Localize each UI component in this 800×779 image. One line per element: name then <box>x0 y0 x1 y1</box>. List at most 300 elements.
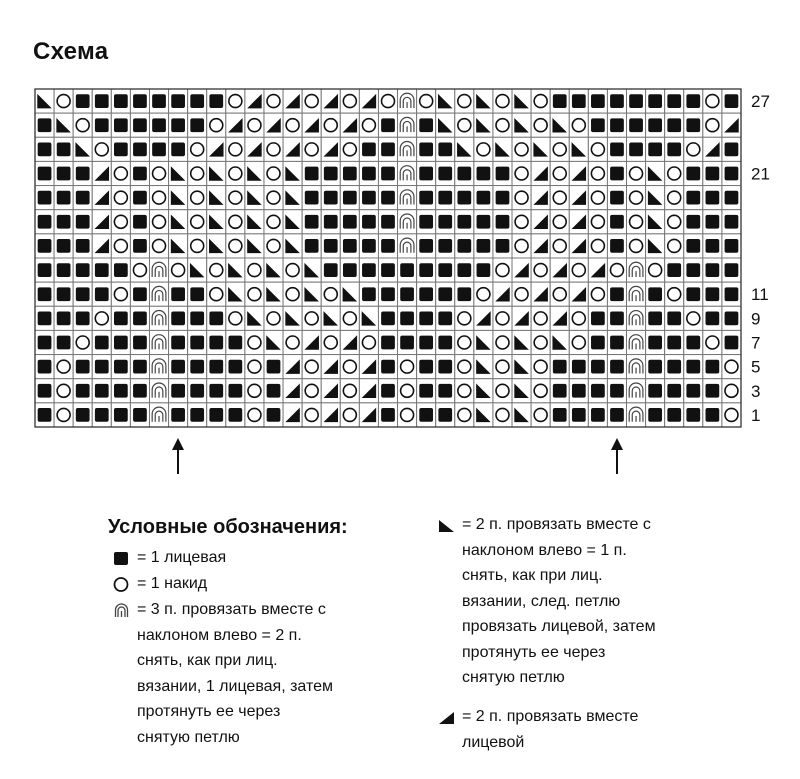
chart-cell-yarn-over-circle <box>722 379 741 403</box>
chart-row <box>35 355 741 379</box>
chart-cell-filled-square <box>111 306 130 330</box>
chart-cell-filled-square <box>417 234 436 258</box>
chart-cell-yarn-over-circle <box>92 306 111 330</box>
chart-cell-filled-square <box>703 355 722 379</box>
chart-cell-ssk-left-triangle <box>550 113 569 137</box>
chart-cell-filled-square <box>188 89 207 113</box>
chart-cell-filled-square <box>398 330 417 354</box>
yarn-over-circle-icon <box>113 576 130 593</box>
chart-cell-filled-square <box>73 89 92 113</box>
row-number-label: 7 <box>751 333 761 353</box>
chart-cell-filled-square <box>111 89 130 113</box>
chart-cell-yarn-over-circle <box>302 379 321 403</box>
chart-cell-filled-square <box>321 258 340 282</box>
chart-cell-yarn-over-circle <box>226 89 245 113</box>
chart-cell-yarn-over-circle <box>130 258 149 282</box>
chart-cell-yarn-over-circle <box>264 161 283 185</box>
chart-cell-yarn-over-circle <box>283 113 302 137</box>
chart-cell-k2tog-right-triangle <box>550 258 569 282</box>
chart-cell-filled-square <box>111 355 130 379</box>
legend-title: Условные обозначения: <box>108 516 348 538</box>
chart-cell-filled-square <box>188 379 207 403</box>
chart-cell-filled-square <box>359 210 378 234</box>
chart-cell-filled-square <box>54 330 73 354</box>
chart-cell-filled-square <box>169 137 188 161</box>
chart-cell-ssk-left-triangle <box>474 403 493 427</box>
chart-cell-ssk-left-triangle <box>226 282 245 306</box>
chart-cell-ssk-left-triangle <box>169 161 188 185</box>
chart-cell-yarn-over-circle <box>54 379 73 403</box>
chart-cell-ssk-left-triangle <box>493 137 512 161</box>
chart-cell-filled-square <box>588 355 607 379</box>
chart-cell-filled-square <box>436 355 455 379</box>
chart-cell-filled-square <box>359 234 378 258</box>
chart-cell-filled-square <box>35 403 54 427</box>
chart-cell-filled-square <box>188 355 207 379</box>
chart-cell-filled-square <box>455 258 474 282</box>
chart-cell-yarn-over-circle <box>493 89 512 113</box>
chart-cell-filled-square <box>359 137 378 161</box>
chart-cell-filled-square <box>130 210 149 234</box>
chart-cell-filled-square <box>607 379 626 403</box>
chart-cell-k2tog-right-triangle <box>550 306 569 330</box>
chart-cell-yarn-over-circle <box>226 186 245 210</box>
chart-cell-ssk-left-triangle <box>283 306 302 330</box>
row-number-label: 3 <box>751 381 761 401</box>
legend-item-yarn-over <box>113 571 207 597</box>
chart-cell-yarn-over-circle <box>588 161 607 185</box>
chart-cell-filled-square <box>169 330 188 354</box>
chart-cell-filled-square <box>569 379 588 403</box>
chart-cell-filled-square <box>627 137 646 161</box>
chart-cell-filled-square <box>378 113 397 137</box>
chart-cell-yarn-over-circle <box>569 258 588 282</box>
chart-cell-ssk-left-triangle <box>474 330 493 354</box>
chart-cell-filled-square <box>436 330 455 354</box>
chart-cell-yarn-over-circle <box>188 234 207 258</box>
chart-cell-filled-square <box>436 282 455 306</box>
chart-cell-yarn-over-circle <box>493 258 512 282</box>
chart-cell-yarn-over-circle <box>283 282 302 306</box>
chart-cell-yarn-over-circle <box>588 210 607 234</box>
chart-cell-yarn-over-circle <box>588 282 607 306</box>
chart-cell-filled-square <box>226 355 245 379</box>
chart-cell-filled-square <box>569 89 588 113</box>
chart-cell-filled-square <box>684 355 703 379</box>
chart-cell-yarn-over-circle <box>550 234 569 258</box>
legend-text-yarn-over: = 1 накид <box>137 575 208 592</box>
chart-title: Схема <box>33 38 109 65</box>
chart-cell-ssk-left-triangle <box>436 113 455 137</box>
chart-cell-filled-square <box>378 355 397 379</box>
row-number-label: 11 <box>751 285 769 305</box>
chart-cell-filled-square <box>73 186 92 210</box>
chart-cell-yarn-over-circle <box>169 258 188 282</box>
chart-cell-yarn-over-circle <box>226 137 245 161</box>
chart-cell-filled-square <box>264 379 283 403</box>
chart-row <box>35 403 741 427</box>
chart-cell-filled-square <box>455 161 474 185</box>
chart-cell-k2tog-right-triangle <box>283 137 302 161</box>
chart-cell-filled-square <box>493 161 512 185</box>
chart-cell-filled-square <box>359 161 378 185</box>
chart-cell-filled-square <box>703 234 722 258</box>
chart-cell-filled-square <box>130 330 149 354</box>
chart-cell-yarn-over-circle <box>531 89 550 113</box>
chart-row <box>35 234 741 258</box>
chart-cell-filled-square <box>130 306 149 330</box>
chart-cell-yarn-over-circle <box>665 282 684 306</box>
chart-cell-yarn-over-circle <box>627 234 646 258</box>
chart-cell-filled-square <box>417 137 436 161</box>
chart-cell-filled-square <box>35 282 54 306</box>
chart-cell-filled-square <box>703 379 722 403</box>
chart-cell-ssk-left-triangle <box>283 186 302 210</box>
chart-cell-k2tog-right-triangle <box>283 403 302 427</box>
chart-cell-filled-square <box>607 113 626 137</box>
chart-cell-yarn-over-circle <box>245 330 264 354</box>
chart-cell-k2tog-right-triangle <box>359 379 378 403</box>
chart-cell-filled-square <box>226 379 245 403</box>
chart-row <box>35 306 741 330</box>
chart-cell-k3tog-arch <box>149 306 168 330</box>
chart-cell-filled-square <box>436 137 455 161</box>
chart-row <box>35 282 741 306</box>
chart-cell-filled-square <box>54 258 73 282</box>
chart-cell-filled-square <box>321 161 340 185</box>
chart-cell-filled-square <box>665 113 684 137</box>
chart-cell-filled-square <box>188 113 207 137</box>
chart-cell-filled-square <box>35 161 54 185</box>
chart-cell-k3tog-arch <box>627 379 646 403</box>
chart-cell-yarn-over-circle <box>588 186 607 210</box>
chart-cell-k2tog-right-triangle <box>302 113 321 137</box>
chart-cell-k2tog-right-triangle <box>321 379 340 403</box>
chart-cell-yarn-over-circle <box>378 89 397 113</box>
chart-cell-filled-square <box>684 403 703 427</box>
chart-cell-yarn-over-circle <box>149 234 168 258</box>
chart-cell-k3tog-arch <box>149 330 168 354</box>
chart-cell-filled-square <box>703 161 722 185</box>
chart-cell-filled-square <box>722 89 741 113</box>
chart-cell-filled-square <box>226 403 245 427</box>
chart-cell-yarn-over-circle <box>569 113 588 137</box>
chart-cell-k3tog-arch <box>627 403 646 427</box>
chart-cell-yarn-over-circle <box>493 330 512 354</box>
chart-cell-k2tog-right-triangle <box>283 89 302 113</box>
chart-row <box>35 186 741 210</box>
chart-cell-yarn-over-circle <box>569 330 588 354</box>
chart-cell-filled-square <box>722 234 741 258</box>
chart-cell-filled-square <box>73 282 92 306</box>
chart-cell-filled-square <box>646 137 665 161</box>
chart-cell-ssk-left-triangle <box>169 210 188 234</box>
chart-cell-k2tog-right-triangle <box>722 113 741 137</box>
chart-cell-filled-square <box>54 306 73 330</box>
chart-cell-yarn-over-circle <box>111 210 130 234</box>
chart-cell-k3tog-arch <box>149 282 168 306</box>
chart-cell-yarn-over-circle <box>264 210 283 234</box>
chart-cell-yarn-over-circle <box>188 210 207 234</box>
chart-cell-k3tog-arch <box>627 282 646 306</box>
chart-cell-filled-square <box>607 306 626 330</box>
chart-cell-yarn-over-circle <box>302 306 321 330</box>
legend-item-ssk <box>438 512 656 691</box>
chart-cell-k2tog-right-triangle <box>226 113 245 137</box>
chart-cell-k3tog-arch <box>627 355 646 379</box>
chart-cell-filled-square <box>92 89 111 113</box>
chart-cell-filled-square <box>722 306 741 330</box>
chart-cell-filled-square <box>378 258 397 282</box>
chart-cell-filled-square <box>207 379 226 403</box>
chart-cell-filled-square <box>149 137 168 161</box>
chart-cell-filled-square <box>130 89 149 113</box>
chart-cell-filled-square <box>417 330 436 354</box>
chart-row <box>35 210 741 234</box>
chart-cell-yarn-over-circle <box>188 186 207 210</box>
chart-cell-filled-square <box>111 113 130 137</box>
chart-cell-filled-square <box>378 210 397 234</box>
chart-cell-yarn-over-circle <box>207 282 226 306</box>
chart-cell-filled-square <box>378 186 397 210</box>
chart-cell-filled-square <box>646 89 665 113</box>
chart-cell-yarn-over-circle <box>149 210 168 234</box>
chart-cell-yarn-over-circle <box>588 137 607 161</box>
chart-cell-k2tog-right-triangle <box>340 113 359 137</box>
chart-cell-k2tog-right-triangle <box>302 330 321 354</box>
chart-cell-filled-square <box>130 355 149 379</box>
chart-cell-filled-square <box>398 306 417 330</box>
chart-cell-filled-square <box>169 355 188 379</box>
chart-cell-yarn-over-circle <box>455 330 474 354</box>
chart-cell-k2tog-right-triangle <box>321 89 340 113</box>
chart-cell-ssk-left-triangle <box>646 186 665 210</box>
chart-cell-filled-square <box>92 355 111 379</box>
chart-cell-filled-square <box>722 258 741 282</box>
chart-cell-yarn-over-circle <box>398 403 417 427</box>
chart-cell-filled-square <box>493 186 512 210</box>
chart-cell-k3tog-arch <box>398 234 417 258</box>
chart-cell-filled-square <box>92 330 111 354</box>
chart-cell-k2tog-right-triangle <box>569 282 588 306</box>
chart-cell-ssk-left-triangle <box>359 306 378 330</box>
chart-cell-k3tog-arch <box>149 403 168 427</box>
chart-cell-filled-square <box>417 161 436 185</box>
chart-cell-ssk-left-triangle <box>35 89 54 113</box>
chart-cell-ssk-left-triangle <box>646 161 665 185</box>
chart-cell-yarn-over-circle <box>531 355 550 379</box>
chart-cell-filled-square <box>359 282 378 306</box>
chart-cell-k2tog-right-triangle <box>92 186 111 210</box>
chart-cell-k3tog-arch <box>149 258 168 282</box>
chart-cell-k3tog-arch <box>398 137 417 161</box>
chart-cell-k3tog-arch <box>149 379 168 403</box>
chart-cell-filled-square <box>607 186 626 210</box>
chart-cell-filled-square <box>607 403 626 427</box>
chart-row <box>35 113 741 137</box>
chart-cell-yarn-over-circle <box>512 137 531 161</box>
chart-cell-yarn-over-circle <box>512 210 531 234</box>
chart-cell-yarn-over-circle <box>264 89 283 113</box>
chart-cell-filled-square <box>417 282 436 306</box>
chart-cell-filled-square <box>54 282 73 306</box>
chart-cell-filled-square <box>455 234 474 258</box>
chart-cell-yarn-over-circle <box>550 161 569 185</box>
chart-cell-filled-square <box>378 330 397 354</box>
chart-cell-filled-square <box>378 234 397 258</box>
chart-cell-yarn-over-circle <box>455 306 474 330</box>
chart-cell-yarn-over-circle <box>455 379 474 403</box>
chart-cell-filled-square <box>111 258 130 282</box>
chart-cell-filled-square <box>646 379 665 403</box>
chart-cell-yarn-over-circle <box>245 355 264 379</box>
chart-cell-yarn-over-circle <box>493 379 512 403</box>
chart-cell-filled-square <box>722 161 741 185</box>
chart-cell-filled-square <box>92 403 111 427</box>
chart-cell-filled-square <box>722 137 741 161</box>
chart-cell-ssk-left-triangle <box>455 137 474 161</box>
chart-cell-yarn-over-circle <box>54 89 73 113</box>
chart-cell-filled-square <box>436 306 455 330</box>
chart-cell-filled-square <box>607 330 626 354</box>
chart-cell-filled-square <box>684 330 703 354</box>
chart-cell-k2tog-right-triangle <box>283 355 302 379</box>
chart-cell-filled-square <box>73 258 92 282</box>
chart-cell-filled-square <box>35 355 54 379</box>
chart-cell-yarn-over-circle <box>703 113 722 137</box>
chart-cell-filled-square <box>607 234 626 258</box>
chart-cell-yarn-over-circle <box>665 161 684 185</box>
chart-cell-yarn-over-circle <box>302 403 321 427</box>
chart-cell-yarn-over-circle <box>340 379 359 403</box>
chart-cell-yarn-over-circle <box>188 137 207 161</box>
chart-cell-filled-square <box>646 403 665 427</box>
chart-cell-filled-square <box>417 258 436 282</box>
chart-cell-filled-square <box>111 137 130 161</box>
chart-cell-yarn-over-circle <box>531 330 550 354</box>
chart-cell-filled-square <box>684 161 703 185</box>
chart-cell-k2tog-right-triangle <box>569 234 588 258</box>
chart-cell-yarn-over-circle <box>703 89 722 113</box>
chart-cell-ssk-left-triangle <box>474 379 493 403</box>
repeat-arrows <box>172 438 623 474</box>
chart-cell-yarn-over-circle <box>531 403 550 427</box>
chart-cell-filled-square <box>73 355 92 379</box>
chart-cell-filled-square <box>474 210 493 234</box>
legend-item-k2tog <box>438 704 638 755</box>
chart-cell-yarn-over-circle <box>550 282 569 306</box>
chart-cell-yarn-over-circle <box>512 161 531 185</box>
chart-cell-filled-square <box>722 210 741 234</box>
chart-cell-filled-square <box>684 210 703 234</box>
chart-cell-filled-square <box>169 282 188 306</box>
chart-cell-k2tog-right-triangle <box>359 403 378 427</box>
chart-cell-yarn-over-circle <box>340 306 359 330</box>
chart-cell-filled-square <box>684 113 703 137</box>
chart-cell-yarn-over-circle <box>111 282 130 306</box>
chart-cell-k2tog-right-triangle <box>92 234 111 258</box>
chart-cell-yarn-over-circle <box>359 113 378 137</box>
filled-square-icon <box>113 550 130 567</box>
chart-cell-ssk-left-triangle <box>207 234 226 258</box>
chart-cell-yarn-over-circle <box>264 234 283 258</box>
chart-cell-yarn-over-circle <box>340 403 359 427</box>
chart-cell-k2tog-right-triangle <box>512 258 531 282</box>
chart-cell-filled-square <box>378 379 397 403</box>
chart-cell-filled-square <box>130 379 149 403</box>
chart-cell-yarn-over-circle <box>359 330 378 354</box>
chart-cell-filled-square <box>665 306 684 330</box>
chart-cell-filled-square <box>130 113 149 137</box>
chart-cell-ssk-left-triangle <box>512 113 531 137</box>
chart-cell-ssk-left-triangle <box>226 258 245 282</box>
chart-cell-filled-square <box>35 186 54 210</box>
ssk-left-triangle-icon <box>438 517 455 534</box>
chart-cell-filled-square <box>149 113 168 137</box>
chart-cell-filled-square <box>493 210 512 234</box>
chart-cell-filled-square <box>436 258 455 282</box>
chart-cell-filled-square <box>340 234 359 258</box>
chart-cell-filled-square <box>627 89 646 113</box>
chart-cell-filled-square <box>569 355 588 379</box>
legend-text-k3tog: = 3 п. провязать вместе с наклоном влево = 2 п. снять, как при лиц. вязании, 1 лицевая, затем протянуть ее через снятую петлю <box>137 601 334 746</box>
chart-cell-filled-square <box>588 379 607 403</box>
chart-cell-filled-square <box>684 379 703 403</box>
chart-cell-ssk-left-triangle <box>54 113 73 137</box>
chart-cell-k2tog-right-triangle <box>474 306 493 330</box>
chart-cell-filled-square <box>302 210 321 234</box>
chart-cell-yarn-over-circle <box>455 113 474 137</box>
chart-cell-k2tog-right-triangle <box>321 137 340 161</box>
chart-cell-yarn-over-circle <box>340 137 359 161</box>
chart-cell-filled-square <box>169 379 188 403</box>
chart-cell-k3tog-arch <box>627 306 646 330</box>
chart-cell-k2tog-right-triangle <box>531 186 550 210</box>
chart-cell-k2tog-right-triangle <box>531 210 550 234</box>
chart-cell-yarn-over-circle <box>627 186 646 210</box>
chart-cell-yarn-over-circle <box>321 330 340 354</box>
chart-cell-filled-square <box>321 210 340 234</box>
chart-cell-k2tog-right-triangle <box>321 403 340 427</box>
chart-cell-ssk-left-triangle <box>512 330 531 354</box>
chart-cell-k2tog-right-triangle <box>531 282 550 306</box>
chart-cell-filled-square <box>111 403 130 427</box>
chart-cell-filled-square <box>264 403 283 427</box>
chart-cell-yarn-over-circle <box>474 137 493 161</box>
chart-cell-yarn-over-circle <box>665 186 684 210</box>
chart-cell-filled-square <box>684 186 703 210</box>
chart-cell-filled-square <box>436 210 455 234</box>
chart-cell-yarn-over-circle <box>226 161 245 185</box>
chart-cell-yarn-over-circle <box>111 234 130 258</box>
k3tog-arch-icon <box>113 602 130 619</box>
chart-cell-yarn-over-circle <box>321 113 340 137</box>
chart-cell-filled-square <box>550 355 569 379</box>
chart-cell-filled-square <box>35 137 54 161</box>
chart-cell-yarn-over-circle <box>226 306 245 330</box>
chart-cell-yarn-over-circle <box>512 282 531 306</box>
chart-cell-yarn-over-circle <box>207 113 226 137</box>
chart-cell-filled-square <box>35 113 54 137</box>
chart-cell-filled-square <box>321 234 340 258</box>
chart-cell-filled-square <box>398 258 417 282</box>
chart-cell-filled-square <box>207 403 226 427</box>
chart-cell-filled-square <box>588 306 607 330</box>
chart-cell-yarn-over-circle <box>531 113 550 137</box>
legend-item-k3tog <box>113 597 333 750</box>
chart-cell-filled-square <box>607 89 626 113</box>
chart-cell-filled-square <box>474 258 493 282</box>
